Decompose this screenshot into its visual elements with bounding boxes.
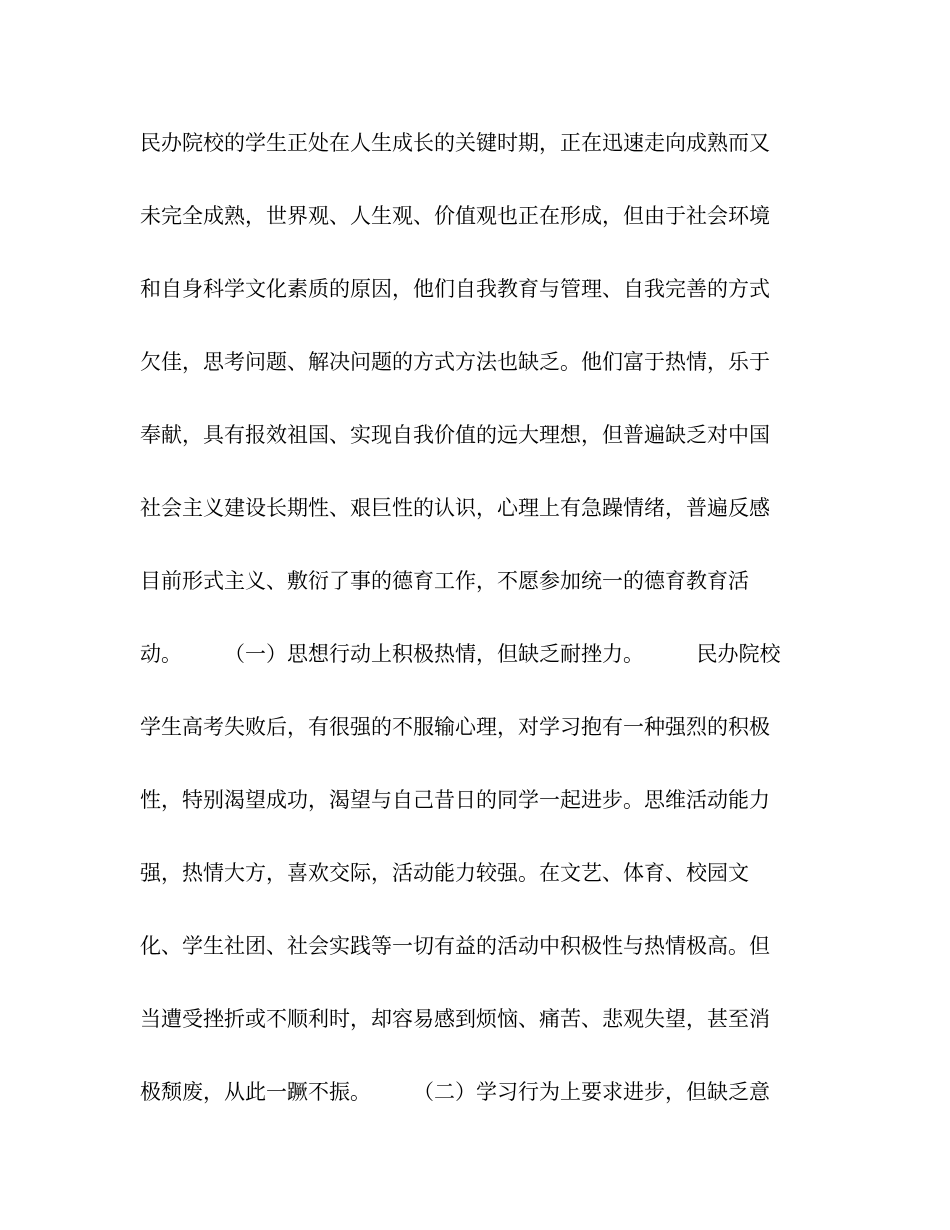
paragraph-line: 性，特别渴望成功，渴望与自己昔日的同学一起进步。思维活动能力 (140, 788, 770, 812)
paragraph-line: 社会主义建设长期性、艰巨性的认识，心理上有急躁情绪，普遍反感 (140, 496, 770, 520)
paragraph-line: 未完全成熟，世界观、人生观、价值观也正在形成，但由于社会环境 (140, 204, 770, 228)
paragraph-line: 欠佳，思考问题、解决问题的方式方法也缺乏。他们富于热情，乐于 (140, 350, 770, 374)
paragraph-line: 强，热情大方，喜欢交际，活动能力较强。在文艺、体育、校园文 (140, 861, 749, 885)
paragraph-line: 学生高考失败后，有很强的不服输心理，对学习抱有一种强烈的积极 (140, 715, 770, 739)
paragraph-line: 和自身科学文化素质的原因，他们自我教育与管理、自我完善的方式 (140, 277, 770, 301)
paragraph-line: 民办院校的学生正处在人生成长的关键时期，正在迅速走向成熟而又 (140, 131, 770, 155)
paragraph-line: 动。 （一）思想行动上积极热情，但缺乏耐挫力。 民办院校 (140, 642, 781, 666)
paragraph-line: 化、学生社团、社会实践等一切有益的活动中积极性与热情极高。但 (140, 934, 770, 958)
paragraph-line: 当遭受挫折或不顺利时，却容易感到烦恼、痛苦、悲观失望，甚至消 (140, 1007, 770, 1031)
paragraph-line: 目前形式主义、敷衍了事的德育工作，不愿参加统一的德育教育活 (140, 569, 749, 593)
paragraph-line: 极颓废，从此一蹶不振。 （二）学习行为上要求进步，但缺乏意 (140, 1080, 770, 1104)
paragraph-line: 奉献，具有报效祖国、实现自我价值的远大理想，但普遍缺乏对中国 (140, 423, 770, 447)
